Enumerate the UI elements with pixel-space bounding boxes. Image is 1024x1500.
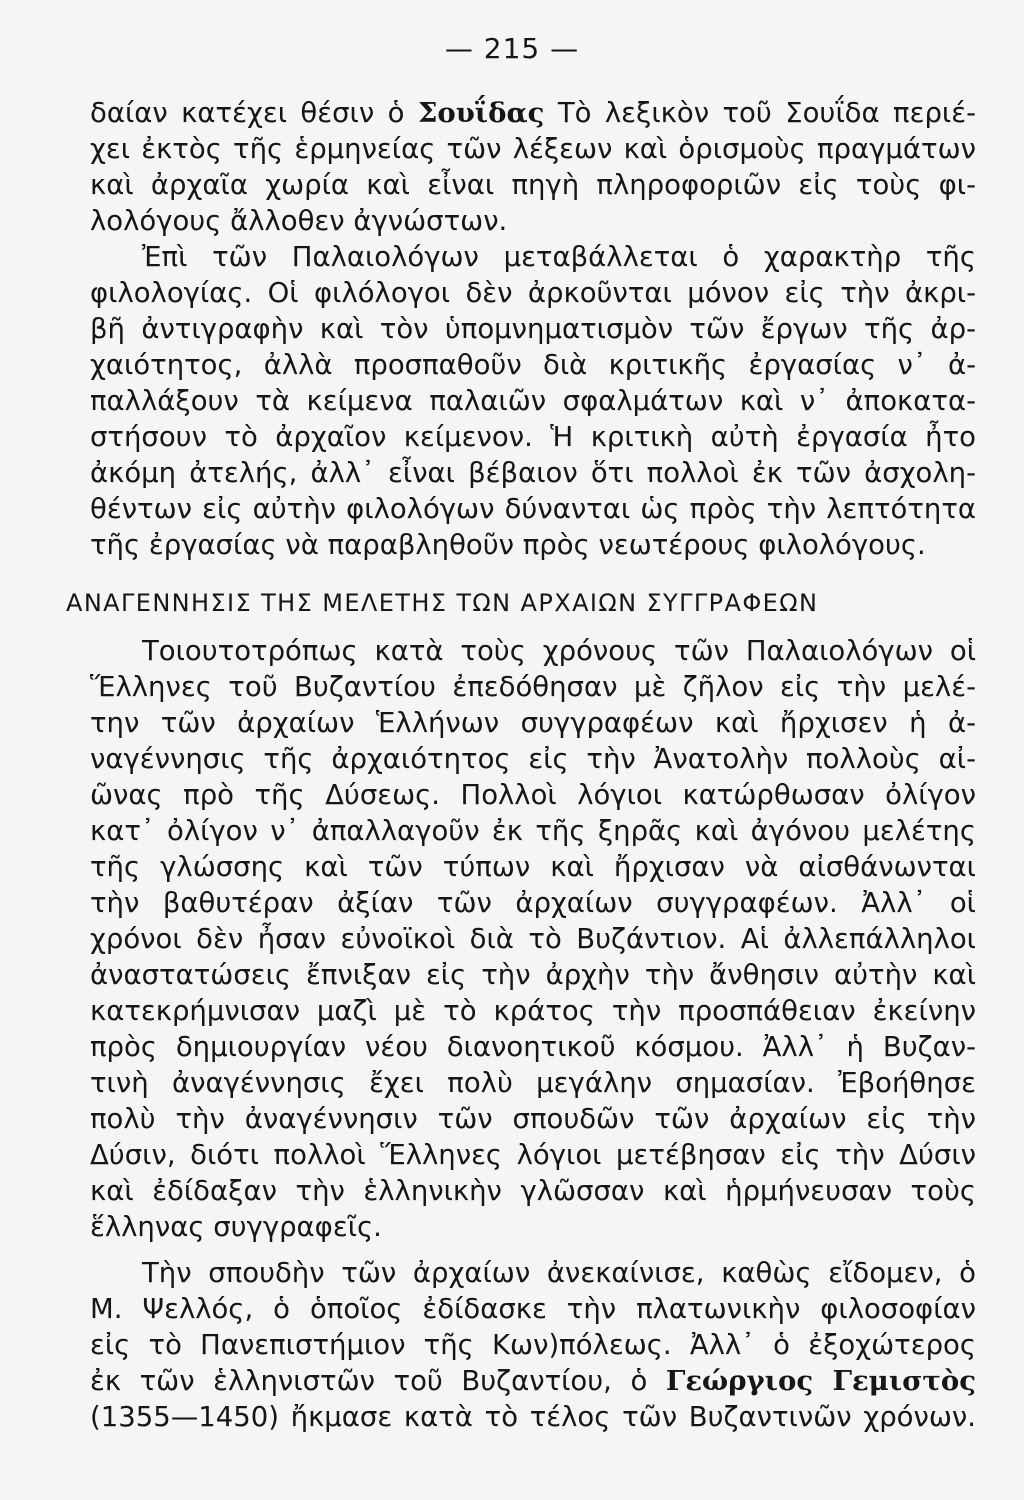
text-line: την τῶν ἀρχαίων Ἑλλήνων συγγραφέων καὶ ἤρχισεν ἡ ἀ- — [90, 707, 976, 739]
text-line: χρόνοι δὲν ἦσαν εὐνοϊκοὶ διὰ τὸ Βυζάντιον. Αἱ ἀλλεπάλληλοι — [90, 923, 976, 955]
text-line: ἀναστατώσεις ἔπνιξαν εἰς τὴν ἀρχὴν τὴν ἄνθησιν αὐτὴν καὶ — [90, 959, 976, 991]
text-line: τῆς γλώσσης καὶ τῶν τύπων καὶ ἤρχισαν νὰ αἰσθάνωνται — [90, 851, 976, 883]
body-text — [66, 96, 977, 1436]
text-line: Τὴν σπουδὴν τῶν ἀρχαίων ἀνεκαίνισε, καθὼς εἴδομεν, ὁ — [142, 1257, 976, 1289]
text-line: εἰς τὸ Πανεπιστήμιον τῆς Κων)πόλεως. Ἀλλ᾽ ὁ ἐξοχώτερος — [90, 1329, 976, 1361]
text-line: Τοιουτοτρόπως κατὰ τοὺς χρόνους τῶν Παλαιολόγων οἱ — [142, 635, 976, 667]
text-line: καὶ ἐδίδαξαν τὴν ἑλληνικὴν γλῶσσαν καὶ ἡρμήνευσαν τοὺς — [90, 1175, 976, 1207]
text-line: Δύσιν, διότι πολλοὶ Ἕλληνες λόγιοι μετέβησαν εἰς τὴν Δύσιν — [90, 1139, 976, 1171]
paragraph-1 — [90, 96, 976, 240]
text-line: χει ἐκτὸς τῆς ἑρμηνείας τῶν λέξεων καὶ ὁρισμοὺς πραγμάτων — [90, 133, 976, 165]
bold-term-souidas: Σουΐδας — [417, 97, 545, 129]
text-line: βῆ ἀντιγραφὴν καὶ τὸν ὑπομνηματισμὸν τῶν ἔργων τῆς ἀρ- — [90, 313, 976, 345]
bold-term-gemistos: Γεώργιος Γεμιστὸς — [665, 1365, 976, 1397]
text-line: δαίαν κατέχει θέσιν ὁ Σουΐδας Τὸ λεξικὸν τοῦ Σουΐδα περιέ- — [90, 97, 977, 129]
text-line: (1355—1450) ἤκμασε κατὰ τὸ τέλος τῶν Βυζαντινῶν χρόνων. — [90, 1401, 976, 1433]
text-line: κατεκρήμνισαν μαζὶ μὲ τὸ κράτος τὴν προσπάθειαν ἐκείνην — [90, 995, 976, 1027]
text-line: φιλολογίας. Οἱ φιλόλογοι δὲν ἀρκοῦνται μόνον εἰς τὴν ἀκρι- — [90, 277, 976, 309]
text-line: κατ᾽ ὀλίγον ν᾽ ἀπαλλαγοῦν ἐκ τῆς ξηρᾶς καὶ ἀγόνου μελέτης — [90, 815, 976, 847]
text-line: καὶ ἀρχαῖα χωρία καὶ εἶναι πηγὴ πληροφοριῶν εἰς τοὺς φι- — [90, 169, 976, 201]
section-heading: ΑΝΑΓΕΝΝΗΣΙΣ ΤΗΣ ΜΕΛΕΤΗΣ ΤΩΝ ΑΡΧΑΙΩΝ ΣΥΓΓΡΑΦΕΩΝ — [66, 589, 819, 617]
text-line: στήσουν τὸ ἀρχαῖον κείμενον. Ἡ κριτικὴ αὐτὴ ἐργασία ἦτο — [90, 421, 976, 453]
page-number: — 215 — — [444, 32, 580, 65]
text-line: πολὺ τὴν ἀναγέννησιν τῶν σπουδῶν τῶν ἀρχαίων εἰς τὴν — [90, 1103, 976, 1135]
paragraph-4 — [90, 1256, 976, 1436]
paragraph-3 — [90, 634, 976, 1246]
text-line: ἀκόμη ἀτελής, ἀλλ᾽ εἶναι βέβαιον ὅτι πολλοὶ ἐκ τῶν ἀσχολη- — [90, 457, 976, 489]
text-line: λολόγους ἄλλοθεν ἀγνώστων. — [90, 205, 508, 237]
text-line: ἐκ τῶν ἑλληνιστῶν τοῦ Βυζαντίου, ὁ Γεώργιος Γεμιστὸς — [90, 1365, 976, 1397]
text-line: παλλάξουν τὰ κείμενα παλαιῶν σφαλμάτων καὶ ν᾽ ἀποκατα- — [90, 385, 976, 417]
text-line: Ἕλληνες τοῦ Βυζαντίου ἐπεδόθησαν μὲ ζῆλον εἰς τὴν μελέ- — [90, 671, 976, 703]
text-line: Μ. Ψελλός, ὁ ὁποῖος ἐδίδασκε τὴν πλατωνικὴν φιλοσοφίαν — [90, 1293, 976, 1325]
text-line: τῆς ἐργασίας νὰ παραβληθοῦν πρὸς νεωτέρους φιλολόγους. — [90, 529, 926, 561]
text-line: Ἐπὶ τῶν Παλαιολόγων μεταβάλλεται ὁ χαρακτὴρ τῆς — [142, 241, 976, 273]
text-line: ναγέννησις τῆς ἀρχαιότητος εἰς τὴν Ἀνατολὴν πολλοὺς αἰ- — [90, 743, 976, 775]
text-line: ἕλληνας συγγραφεῖς. — [90, 1211, 382, 1243]
paragraph-2 — [90, 240, 976, 564]
paragraph-gap — [90, 1246, 976, 1256]
text-line: χαιότητος, ἀλλὰ προσπαθοῦν διὰ κριτικῆς ἐργασίας ν᾽ ἀ- — [90, 349, 976, 381]
text-line: πρὸς δημιουργίαν νέου διανοητικοῦ κόσμου. Ἀλλ᾽ ἡ Βυζαν- — [90, 1031, 976, 1063]
text-line: τινὴ ἀναγέννησις ἔχει πολὺ μεγάλην σημασίαν. Ἐβοήθησε — [90, 1067, 976, 1099]
text-line: τὴν βαθυτέραν ἀξίαν τῶν ἀρχαίων συγγραφέων. Ἀλλ᾽ οἱ — [90, 887, 976, 919]
text-line: ῶνας πρὸ τῆς Δύσεως. Πολλοὶ λόγιοι κατώρθωσαν ὀλίγον — [90, 779, 976, 811]
text-line: θέντων εἰς αὐτὴν φιλολόγων δύνανται ὡς πρὸς τὴν λεπτότητα — [90, 493, 976, 525]
